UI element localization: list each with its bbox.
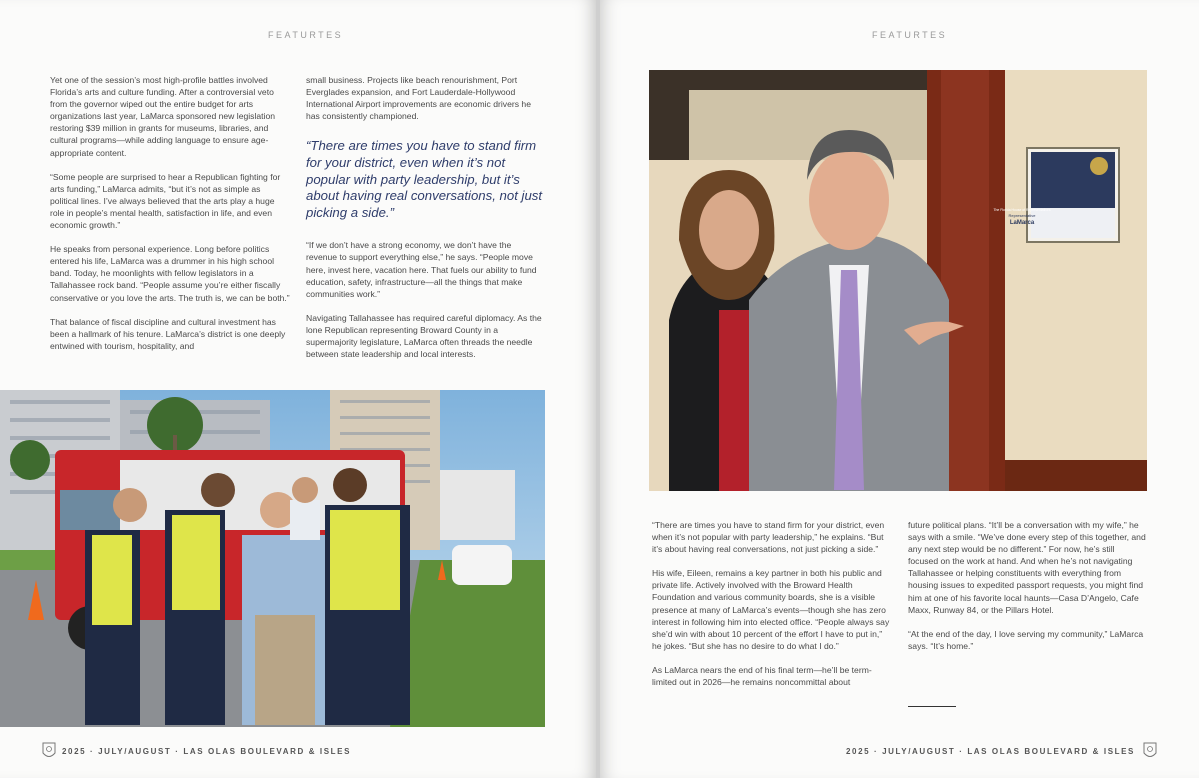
couple-doorway-photo xyxy=(649,70,1147,491)
paragraph: “Some people are surprised to hear a Republican fighting for arts funding,” LaMarca admits, “but it’s not as simple as political lines. I’ve always believed that the arts play a huge role in people’s mental health, satisfaction in life, and even economic growth.” xyxy=(50,171,281,231)
sign-name-text: LaMarca xyxy=(1009,220,1035,226)
paragraph: small business. Projects like beach renourishment, Port Everglades expansion, and Fort Lauderdale-Hollywood International Airport improvements are economic drivers he has consistently championed. xyxy=(306,75,531,122)
firefighters-street-photo xyxy=(0,390,545,727)
end-rule xyxy=(908,706,956,707)
left-page xyxy=(0,0,596,778)
left-column-1 xyxy=(50,74,290,364)
footer-right: 2025 · JULY/AUGUST · LAS OLAS BOULEVARD & ISLES xyxy=(845,747,1135,756)
paragraph: That balance of fiscal discipline and cultural investment has been a hallmark of his tenure. LaMarca’s district is one deeply entwined with tourism, hospitality, and xyxy=(50,316,286,351)
paragraph: “If we don’t have a strong economy, we don’t have the revenue to support everything else,” he says. “People move here, invest here, vacation here. That fuels our ability to fund education, safety, infrastructure—all the things that make communities work.” xyxy=(306,240,537,299)
paragraph: Navigating Tallahassee has required careful diplomacy. As the lone Republican representing Broward County in a supermajority legislature, LaMarca often threads the needle between state leadership and local interests. xyxy=(306,312,542,360)
right-page xyxy=(600,0,1199,778)
paragraph: He speaks from personal experience. Long before politics entered his life, LaMarca was a drummer in his high school band. Today, he moonlights with fellow legislators in a Tallahassee rock band. “People assume you’re either fiscally conservative or you love the arts. The truth is, we can be both.” xyxy=(50,244,290,303)
magazine-seal-icon xyxy=(42,742,56,760)
right-column-2 xyxy=(908,519,1146,664)
pull-quote: “There are times you have to stand firm for your district, even when it’s not popular with party leadership, but it’s about having real conversations, not just picking a side.” xyxy=(306,138,543,220)
footer-left: 2025 · JULY/AUGUST · LAS OLAS BOULEVARD & ISLES xyxy=(62,747,352,756)
left-column-2 xyxy=(306,74,544,372)
magazine-seal-icon xyxy=(1143,742,1157,760)
sign-title-text: Representative xyxy=(1008,213,1036,218)
paragraph: “At the end of the day, I love serving my community,” LaMarca says. “It’s home.” xyxy=(908,628,1144,651)
section-label: FEATURTES xyxy=(872,30,948,40)
paragraph: Yet one of the session’s most high-profile battles involved Florida’s arts and culture funding. After a controversial veto from the governor wiped out the entire budget for arts organizations last year, LaMarca sponsored new legislation restoring $39 million in grants for museums, libraries, and cultural programs—while adding language to ensure age-appropriate content. xyxy=(50,75,275,158)
right-column-1 xyxy=(652,519,892,700)
sign-header-text: The Florida House of Representatives xyxy=(993,208,1051,212)
paragraph: “There are times you have to stand firm for your district, even when it’s not popular with party leadership,” he explains. “But it’s about having real conversations, not just picking a side.” xyxy=(652,520,885,555)
paragraph: His wife, Eileen, remains a key partner in both his public and private life. Actively involved with the Broward Health Foundation and various community boards, she is a visible presence at many of LaMarca’s events—though she has zero interest in following him into elected office. “People always say she’d win with about 10 percent of the effort I have to put in,” he jokes. “But she has no desire to do what I do.” xyxy=(652,568,890,651)
paragraph: As LaMarca nears the end of his final term—he’ll be term-limited out in 2026—he remains noncommittal about xyxy=(652,664,872,688)
paragraph: future political plans. “It’ll be a conversation with my wife,” he says with a smile. “We’ve done every step of this together, and any next step would be no different.” For now, he’s still focused on the work at hand. And when he’s not navigating Tallahassee or helping constituents with everything from housing issues to expedited passport requests, you might find him at one of his favorite local haunts—Casa D’Angelo, Cafe Maxx, Runway 84, or the Pillars Hotel. xyxy=(908,520,1146,615)
section-label: FEATURTES xyxy=(268,30,344,40)
